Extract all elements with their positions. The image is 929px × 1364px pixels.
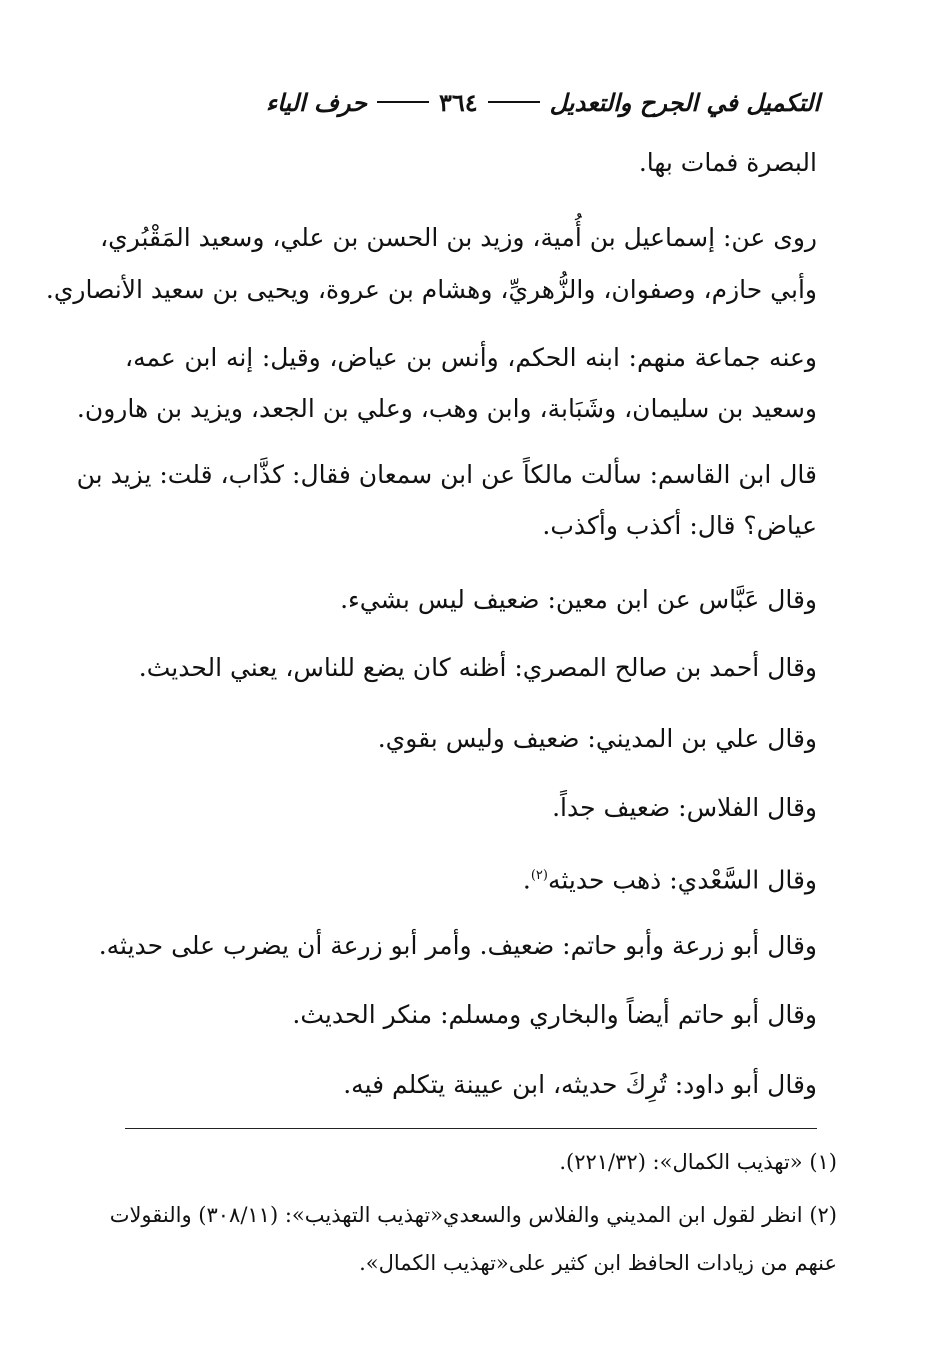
line-end: . xyxy=(522,865,531,895)
text-line: وعنه جماعة منهم: ابنه الحكم، وأنس بن عياض، وقيل: إنه ابن عمه، xyxy=(125,343,817,372)
text-line: وسعيد بن سليمان، وشَبَابة، وابن وهب، وعلي بن الجعد، ويزيد بن هارون. xyxy=(76,394,817,423)
page-number: ٣٦٤ xyxy=(438,87,478,117)
header-dash xyxy=(488,101,540,103)
text-line: وقال أبو حاتم أيضاً والبخاري ومسلم: منكر الحديث. xyxy=(292,1000,817,1029)
line-text: وقال السَّعْدي: ذهب حديثه xyxy=(547,865,817,895)
text-line: البصرة فمات بها. xyxy=(638,148,817,177)
footnote-separator xyxy=(125,1128,817,1129)
footnote-line: (١) «تهذيب الكمال»: (٢٢١/٣٢). xyxy=(559,1150,837,1174)
text-line xyxy=(523,856,817,900)
text-line: وقال أبو داود: تُرِكَ حديثه، ابن عيينة يتكلم فيه. xyxy=(343,1070,817,1099)
chapter-title: حرف الياء xyxy=(265,87,367,117)
text-line: وأبي حازم، وصفوان، والزُّهريِّ، وهشام بن عروة، ويحيى بن سعيد الأنصاري. xyxy=(45,275,817,304)
footnote-line: عنهم من زيادات الحافظ ابن كثير على«تهذيب الكمال». xyxy=(359,1251,837,1275)
header-dash xyxy=(377,101,429,103)
book-title: التكميل في الجرح والتعديل xyxy=(549,87,820,117)
footnote-line: (٢) انظر لقول ابن المديني والفلاس والسعدي«تهذيب التهذيب»: (٣٠٨/١١) والنقولات xyxy=(109,1203,837,1227)
text-line: روى عن: إسماعيل بن أُمية، وزيد بن الحسن بن علي، وسعيد المَقْبُري، xyxy=(100,223,817,252)
text-line: وقال أبو زرعة وأبو حاتم: ضعيف. وأمر أبو زرعة أن يضرب على حديثه. xyxy=(98,931,817,960)
text-line: عياض؟ قال: أكذب وأكذب. xyxy=(542,511,817,540)
text-line: وقال علي بن المديني: ضعيف وليس بقوي. xyxy=(377,724,817,753)
text-line: وقال الفلاس: ضعيف جداً. xyxy=(552,793,817,822)
text-line: قال ابن القاسم: سألت مالكاً عن ابن سمعان فقال: كذَّاب، قلت: يزيد بن xyxy=(76,460,817,489)
footnote-ref: (٢) xyxy=(530,868,548,883)
page-header xyxy=(180,84,820,120)
text-line: وقال عَبَّاس عن ابن معين: ضعيف ليس بشيء. xyxy=(340,585,817,614)
text-line: وقال أحمد بن صالح المصري: أظنه كان يضع للناس، يعني الحديث. xyxy=(138,653,817,682)
